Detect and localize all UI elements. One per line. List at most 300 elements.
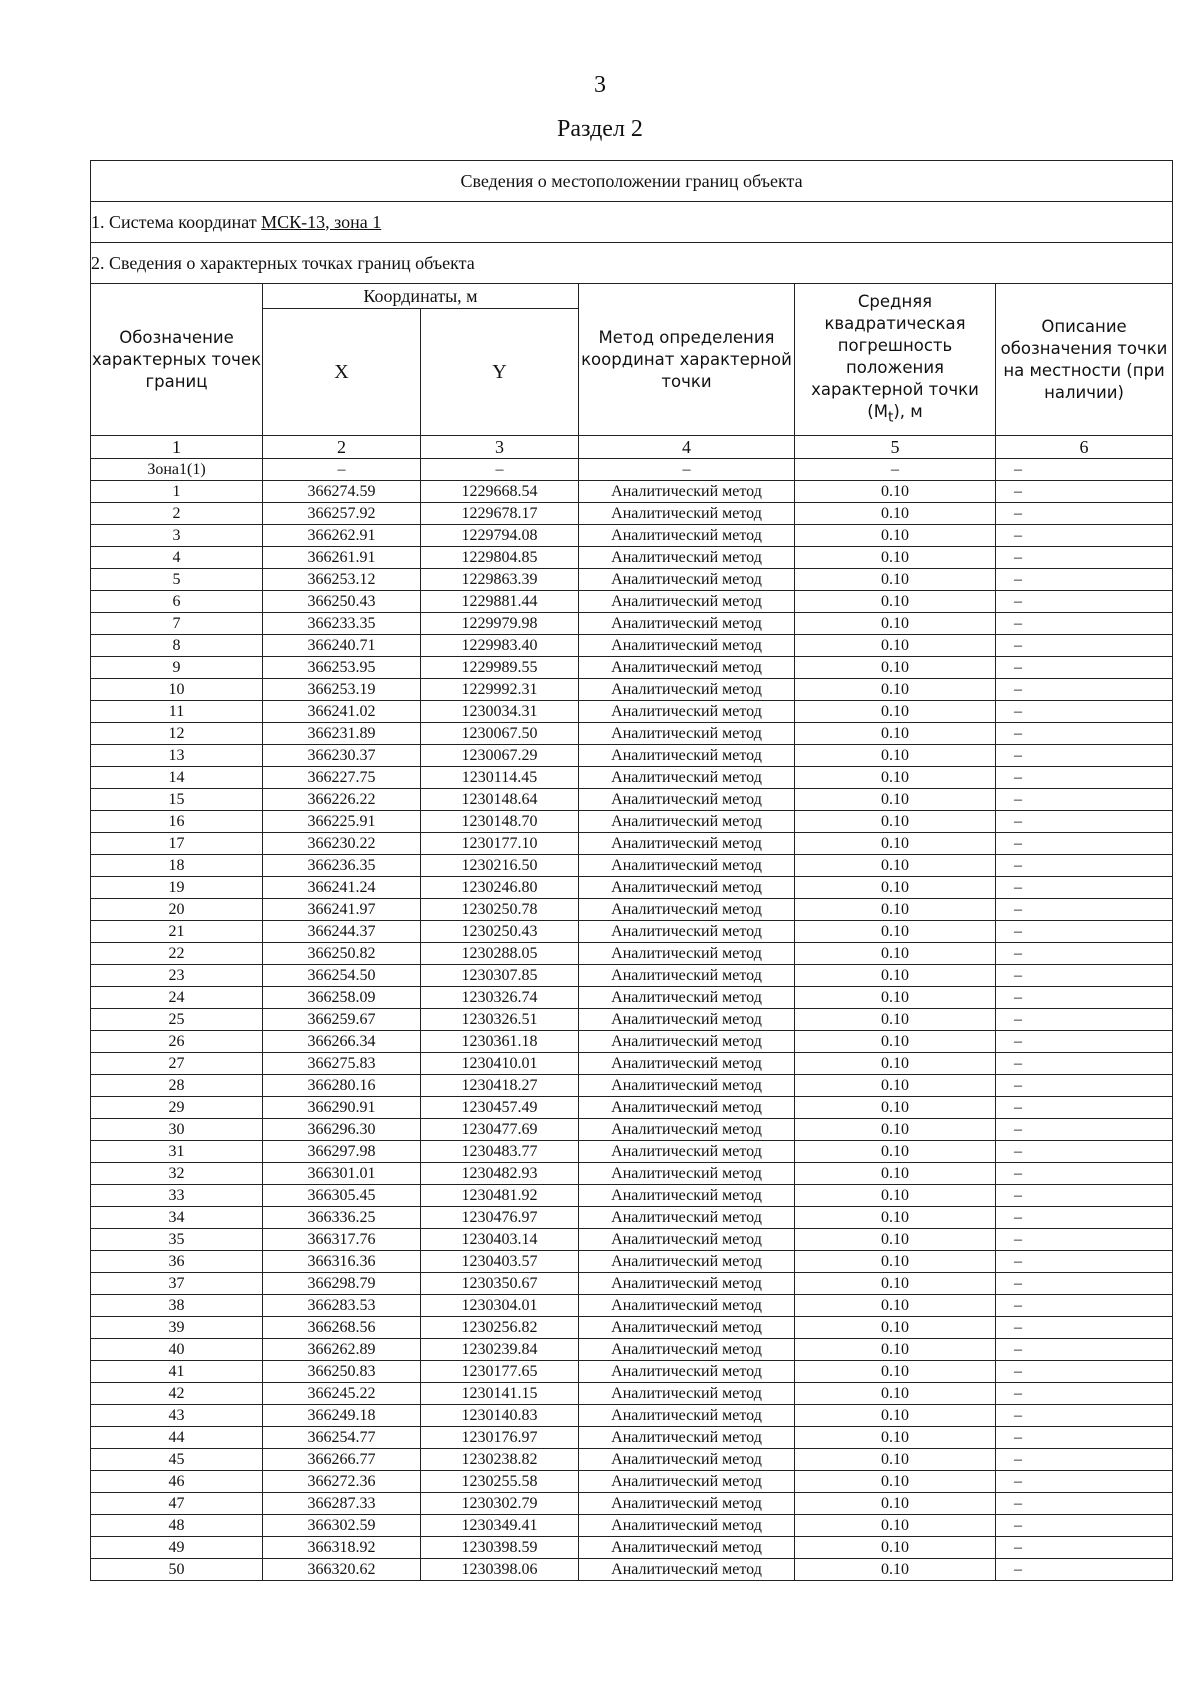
- method-cell: Аналитический метод: [579, 1097, 795, 1119]
- x-coordinate-cell: 366305.45: [263, 1185, 421, 1207]
- error-cell: 0.10: [795, 965, 996, 987]
- table-row: [91, 1031, 1173, 1053]
- x-coordinate-cell: 366253.19: [263, 679, 421, 701]
- table-row: [91, 701, 1173, 723]
- error-cell: 0.10: [795, 1229, 996, 1251]
- point-number-cell: 39: [91, 1317, 263, 1339]
- table-row: [91, 1185, 1173, 1207]
- y-coordinate-cell: 1230239.84: [421, 1339, 579, 1361]
- method-cell: Аналитический метод: [579, 833, 795, 855]
- error-cell: 0.10: [795, 613, 996, 635]
- point-number-cell: 12: [91, 723, 263, 745]
- x-coordinate-cell: 366298.79: [263, 1273, 421, 1295]
- description-cell: –: [996, 1515, 1173, 1537]
- error-cell: 0.10: [795, 789, 996, 811]
- description-cell: –: [996, 1537, 1173, 1559]
- table-row: [91, 1075, 1173, 1097]
- point-number-cell: 15: [91, 789, 263, 811]
- table-row: [91, 1449, 1173, 1471]
- x-coordinate-cell: 366283.53: [263, 1295, 421, 1317]
- x-coordinate-cell: 366290.91: [263, 1097, 421, 1119]
- description-cell: –: [996, 899, 1173, 921]
- description-cell: –: [996, 503, 1173, 525]
- x-coordinate-cell: 366287.33: [263, 1493, 421, 1515]
- x-coordinate-cell: 366250.83: [263, 1361, 421, 1383]
- table-row: [91, 547, 1173, 569]
- point-number-cell: 41: [91, 1361, 263, 1383]
- point-number-cell: 17: [91, 833, 263, 855]
- point-number-cell: 11: [91, 701, 263, 723]
- y-coordinate-cell: 1230141.15: [421, 1383, 579, 1405]
- boundary-points-table: [90, 160, 1173, 1581]
- x-coordinate-cell: 366320.62: [263, 1559, 421, 1581]
- description-cell: –: [996, 965, 1173, 987]
- header-designation: Обозначение характерных точек границ: [91, 284, 263, 436]
- table-row: [91, 679, 1173, 701]
- description-cell: –: [996, 1185, 1173, 1207]
- method-cell: Аналитический метод: [579, 965, 795, 987]
- point-number-cell: 7: [91, 613, 263, 635]
- table-row: [91, 1273, 1173, 1295]
- x-coordinate-cell: 366241.97: [263, 899, 421, 921]
- method-cell: Аналитический метод: [579, 767, 795, 789]
- method-cell: Аналитический метод: [579, 481, 795, 503]
- y-coordinate-cell: 1230177.10: [421, 833, 579, 855]
- method-cell: Аналитический метод: [579, 1405, 795, 1427]
- point-number-cell: 5: [91, 569, 263, 591]
- y-coordinate-cell: 1230477.69: [421, 1119, 579, 1141]
- zone-cell: –: [421, 459, 579, 481]
- x-coordinate-cell: 366272.36: [263, 1471, 421, 1493]
- y-coordinate-cell: 1230398.59: [421, 1537, 579, 1559]
- x-coordinate-cell: 366230.22: [263, 833, 421, 855]
- x-coordinate-cell: 366336.25: [263, 1207, 421, 1229]
- method-cell: Аналитический метод: [579, 723, 795, 745]
- error-cell: 0.10: [795, 1361, 996, 1383]
- method-cell: Аналитический метод: [579, 1163, 795, 1185]
- point-number-cell: 45: [91, 1449, 263, 1471]
- method-cell: Аналитический метод: [579, 1075, 795, 1097]
- column-number: 2: [263, 436, 421, 459]
- y-coordinate-cell: 1230418.27: [421, 1075, 579, 1097]
- description-cell: –: [996, 1427, 1173, 1449]
- point-number-cell: 44: [91, 1427, 263, 1449]
- header-description: Описание обозначения точки на местности (при наличии): [996, 284, 1173, 436]
- error-cell: 0.10: [795, 1295, 996, 1317]
- zone-cell: –: [996, 459, 1173, 481]
- error-cell: 0.10: [795, 723, 996, 745]
- error-cell: 0.10: [795, 1427, 996, 1449]
- method-cell: Аналитический метод: [579, 613, 795, 635]
- point-number-cell: 3: [91, 525, 263, 547]
- y-coordinate-cell: 1229983.40: [421, 635, 579, 657]
- column-number: 3: [421, 436, 579, 459]
- error-cell: 0.10: [795, 525, 996, 547]
- point-number-cell: 2: [91, 503, 263, 525]
- table-row: [91, 635, 1173, 657]
- x-coordinate-cell: 366241.24: [263, 877, 421, 899]
- table-row: [91, 1053, 1173, 1075]
- y-coordinate-cell: 1230307.85: [421, 965, 579, 987]
- y-coordinate-cell: 1230304.01: [421, 1295, 579, 1317]
- header-method: Метод определения координат характерной точки: [579, 284, 795, 436]
- description-cell: –: [996, 1119, 1173, 1141]
- y-coordinate-cell: 1230034.31: [421, 701, 579, 723]
- column-number: 1: [91, 436, 263, 459]
- method-cell: Аналитический метод: [579, 943, 795, 965]
- table-row: [91, 1163, 1173, 1185]
- header-error: [795, 284, 996, 436]
- point-number-cell: 28: [91, 1075, 263, 1097]
- method-cell: Аналитический метод: [579, 1251, 795, 1273]
- y-coordinate-cell: 1230349.41: [421, 1515, 579, 1537]
- method-cell: Аналитический метод: [579, 635, 795, 657]
- point-number-cell: 38: [91, 1295, 263, 1317]
- method-cell: Аналитический метод: [579, 1229, 795, 1251]
- point-number-cell: 34: [91, 1207, 263, 1229]
- y-coordinate-cell: 1229668.54: [421, 481, 579, 503]
- description-cell: –: [996, 1229, 1173, 1251]
- description-cell: –: [996, 1075, 1173, 1097]
- description-cell: –: [996, 1163, 1173, 1185]
- method-cell: Аналитический метод: [579, 1273, 795, 1295]
- table-row: [91, 899, 1173, 921]
- error-cell: 0.10: [795, 1141, 996, 1163]
- table-row: [91, 987, 1173, 1009]
- method-cell: Аналитический метод: [579, 503, 795, 525]
- table-row: [91, 1405, 1173, 1427]
- method-cell: Аналитический метод: [579, 811, 795, 833]
- error-cell: 0.10: [795, 1559, 996, 1581]
- description-cell: –: [996, 525, 1173, 547]
- x-coordinate-cell: 366302.59: [263, 1515, 421, 1537]
- x-coordinate-cell: 366275.83: [263, 1053, 421, 1075]
- method-cell: Аналитический метод: [579, 877, 795, 899]
- table-row: [91, 745, 1173, 767]
- method-cell: Аналитический метод: [579, 855, 795, 877]
- error-cell: 0.10: [795, 1493, 996, 1515]
- description-cell: –: [996, 591, 1173, 613]
- description-cell: –: [996, 1053, 1173, 1075]
- zone-row: [91, 459, 1173, 481]
- zone-cell: –: [263, 459, 421, 481]
- error-cell: 0.10: [795, 679, 996, 701]
- description-cell: –: [996, 855, 1173, 877]
- method-cell: Аналитический метод: [579, 1031, 795, 1053]
- table-row: [91, 613, 1173, 635]
- point-number-cell: 9: [91, 657, 263, 679]
- method-cell: Аналитический метод: [579, 569, 795, 591]
- y-coordinate-cell: 1230398.06: [421, 1559, 579, 1581]
- error-cell: 0.10: [795, 899, 996, 921]
- column-number-row: [91, 436, 1173, 459]
- error-cell: 0.10: [795, 1537, 996, 1559]
- point-number-cell: 1: [91, 481, 263, 503]
- y-coordinate-cell: 1230256.82: [421, 1317, 579, 1339]
- table-row: [91, 591, 1173, 613]
- y-coordinate-cell: 1230288.05: [421, 943, 579, 965]
- y-coordinate-cell: 1230302.79: [421, 1493, 579, 1515]
- point-number-cell: 47: [91, 1493, 263, 1515]
- method-cell: Аналитический метод: [579, 899, 795, 921]
- description-cell: –: [996, 1339, 1173, 1361]
- error-cell: 0.10: [795, 1009, 996, 1031]
- table-row: [91, 569, 1173, 591]
- header-coordinates: Координаты, м: [263, 284, 579, 309]
- table-row: [91, 1537, 1173, 1559]
- y-coordinate-cell: 1230326.51: [421, 1009, 579, 1031]
- table-row: [91, 1295, 1173, 1317]
- method-cell: Аналитический метод: [579, 1537, 795, 1559]
- x-coordinate-cell: 366274.59: [263, 481, 421, 503]
- error-cell: 0.10: [795, 987, 996, 1009]
- x-coordinate-cell: 366296.30: [263, 1119, 421, 1141]
- point-number-cell: 40: [91, 1339, 263, 1361]
- y-coordinate-cell: 1230410.01: [421, 1053, 579, 1075]
- x-coordinate-cell: 366245.22: [263, 1383, 421, 1405]
- y-coordinate-cell: 1230361.18: [421, 1031, 579, 1053]
- description-cell: –: [996, 1493, 1173, 1515]
- table-row: [91, 1207, 1173, 1229]
- table-row: [91, 723, 1173, 745]
- error-cell: 0.10: [795, 503, 996, 525]
- description-cell: –: [996, 943, 1173, 965]
- point-number-cell: 46: [91, 1471, 263, 1493]
- table-row: [91, 1383, 1173, 1405]
- method-cell: Аналитический метод: [579, 1009, 795, 1031]
- error-cell: 0.10: [795, 1163, 996, 1185]
- method-cell: Аналитический метод: [579, 745, 795, 767]
- error-cell: 0.10: [795, 481, 996, 503]
- method-cell: Аналитический метод: [579, 1207, 795, 1229]
- header-error-unit: ), м: [893, 401, 923, 421]
- column-number: 5: [795, 436, 996, 459]
- point-number-cell: 8: [91, 635, 263, 657]
- error-cell: 0.10: [795, 1097, 996, 1119]
- point-number-cell: 29: [91, 1097, 263, 1119]
- table-row: [91, 855, 1173, 877]
- table-row: [91, 1559, 1173, 1581]
- method-cell: Аналитический метод: [579, 1185, 795, 1207]
- zone-cell: –: [795, 459, 996, 481]
- point-number-cell: 19: [91, 877, 263, 899]
- column-number: 4: [579, 436, 795, 459]
- y-coordinate-cell: 1229794.08: [421, 525, 579, 547]
- description-cell: –: [996, 679, 1173, 701]
- description-cell: –: [996, 745, 1173, 767]
- x-coordinate-cell: 366254.77: [263, 1427, 421, 1449]
- table-row: [91, 657, 1173, 679]
- point-number-cell: 36: [91, 1251, 263, 1273]
- method-cell: Аналитический метод: [579, 1339, 795, 1361]
- error-cell: 0.10: [795, 1031, 996, 1053]
- y-coordinate-cell: 1230483.77: [421, 1141, 579, 1163]
- error-cell: 0.10: [795, 877, 996, 899]
- point-number-cell: 21: [91, 921, 263, 943]
- error-cell: 0.10: [795, 1273, 996, 1295]
- y-coordinate-cell: 1230176.97: [421, 1427, 579, 1449]
- error-cell: 0.10: [795, 547, 996, 569]
- y-coordinate-cell: 1230177.65: [421, 1361, 579, 1383]
- y-coordinate-cell: 1230350.67: [421, 1273, 579, 1295]
- x-coordinate-cell: 366231.89: [263, 723, 421, 745]
- x-coordinate-cell: 366233.35: [263, 613, 421, 635]
- method-cell: Аналитический метод: [579, 1295, 795, 1317]
- method-cell: Аналитический метод: [579, 921, 795, 943]
- table-row: [91, 1493, 1173, 1515]
- description-cell: –: [996, 723, 1173, 745]
- x-coordinate-cell: 366261.91: [263, 547, 421, 569]
- y-coordinate-cell: 1230140.83: [421, 1405, 579, 1427]
- point-number-cell: 35: [91, 1229, 263, 1251]
- y-coordinate-cell: 1230148.64: [421, 789, 579, 811]
- method-cell: Аналитический метод: [579, 1493, 795, 1515]
- x-coordinate-cell: 366225.91: [263, 811, 421, 833]
- table-row: [91, 525, 1173, 547]
- table-row: [91, 789, 1173, 811]
- section-title: Раздел 2: [557, 116, 643, 142]
- error-cell: 0.10: [795, 1317, 996, 1339]
- y-coordinate-cell: 1230326.74: [421, 987, 579, 1009]
- point-number-cell: 49: [91, 1537, 263, 1559]
- error-cell: 0.10: [795, 701, 996, 723]
- error-cell: 0.10: [795, 1405, 996, 1427]
- table-row: [91, 1229, 1173, 1251]
- point-number-cell: 23: [91, 965, 263, 987]
- description-cell: –: [996, 811, 1173, 833]
- description-cell: –: [996, 877, 1173, 899]
- error-cell: 0.10: [795, 657, 996, 679]
- table-row: [91, 965, 1173, 987]
- point-number-cell: 10: [91, 679, 263, 701]
- y-coordinate-cell: 1229863.39: [421, 569, 579, 591]
- method-cell: Аналитический метод: [579, 591, 795, 613]
- y-coordinate-cell: 1230457.49: [421, 1097, 579, 1119]
- y-coordinate-cell: 1229979.98: [421, 613, 579, 635]
- method-cell: Аналитический метод: [579, 1515, 795, 1537]
- description-cell: –: [996, 635, 1173, 657]
- point-number-cell: 50: [91, 1559, 263, 1581]
- x-coordinate-cell: 366240.71: [263, 635, 421, 657]
- description-cell: –: [996, 1361, 1173, 1383]
- description-cell: –: [996, 767, 1173, 789]
- table-row: [91, 1119, 1173, 1141]
- table-row: [91, 1361, 1173, 1383]
- error-cell: 0.10: [795, 1471, 996, 1493]
- description-cell: –: [996, 701, 1173, 723]
- header-error-subscript: t: [887, 409, 894, 426]
- description-cell: –: [996, 1009, 1173, 1031]
- table-row: [91, 1515, 1173, 1537]
- x-coordinate-cell: 366257.92: [263, 503, 421, 525]
- method-cell: Аналитический метод: [579, 1559, 795, 1581]
- method-cell: Аналитический метод: [579, 1383, 795, 1405]
- description-cell: –: [996, 547, 1173, 569]
- coordinate-system-row: [91, 202, 1173, 243]
- point-number-cell: 42: [91, 1383, 263, 1405]
- error-cell: 0.10: [795, 1207, 996, 1229]
- y-coordinate-cell: 1230255.58: [421, 1471, 579, 1493]
- error-cell: 0.10: [795, 1449, 996, 1471]
- error-cell: 0.10: [795, 635, 996, 657]
- y-coordinate-cell: 1230067.29: [421, 745, 579, 767]
- point-number-cell: 20: [91, 899, 263, 921]
- y-coordinate-cell: 1229989.55: [421, 657, 579, 679]
- table-row: [91, 767, 1173, 789]
- table-row: [91, 943, 1173, 965]
- point-number-cell: 43: [91, 1405, 263, 1427]
- x-coordinate-cell: 366241.02: [263, 701, 421, 723]
- y-coordinate-cell: 1230114.45: [421, 767, 579, 789]
- point-number-cell: 30: [91, 1119, 263, 1141]
- table-row: [91, 503, 1173, 525]
- table-row: [91, 1427, 1173, 1449]
- y-coordinate-cell: 1230481.92: [421, 1185, 579, 1207]
- y-coordinate-cell: 1230238.82: [421, 1449, 579, 1471]
- error-cell: 0.10: [795, 591, 996, 613]
- error-cell: 0.10: [795, 811, 996, 833]
- x-coordinate-cell: 366253.12: [263, 569, 421, 591]
- description-cell: –: [996, 987, 1173, 1009]
- coordinate-system-value: МСК-13, зона 1: [261, 211, 382, 232]
- x-coordinate-cell: 366230.37: [263, 745, 421, 767]
- error-cell: 0.10: [795, 833, 996, 855]
- y-coordinate-cell: 1229992.31: [421, 679, 579, 701]
- description-cell: –: [996, 1031, 1173, 1053]
- y-coordinate-cell: 1229881.44: [421, 591, 579, 613]
- description-cell: –: [996, 1559, 1173, 1581]
- description-cell: –: [996, 1405, 1173, 1427]
- description-cell: –: [996, 613, 1173, 635]
- method-cell: Аналитический метод: [579, 1427, 795, 1449]
- y-coordinate-cell: 1230482.93: [421, 1163, 579, 1185]
- error-cell: 0.10: [795, 1383, 996, 1405]
- point-number-cell: 27: [91, 1053, 263, 1075]
- y-coordinate-cell: 1229804.85: [421, 547, 579, 569]
- x-coordinate-cell: 366236.35: [263, 855, 421, 877]
- x-coordinate-cell: 366266.77: [263, 1449, 421, 1471]
- error-cell: 0.10: [795, 921, 996, 943]
- description-cell: –: [996, 1295, 1173, 1317]
- x-coordinate-cell: 366266.34: [263, 1031, 421, 1053]
- error-cell: 0.10: [795, 1053, 996, 1075]
- table-row: [91, 481, 1173, 503]
- point-number-cell: 31: [91, 1141, 263, 1163]
- y-coordinate-cell: 1230148.70: [421, 811, 579, 833]
- x-coordinate-cell: 366316.36: [263, 1251, 421, 1273]
- table-row: [91, 1251, 1173, 1273]
- x-coordinate-cell: 366253.95: [263, 657, 421, 679]
- description-cell: –: [996, 1251, 1173, 1273]
- x-coordinate-cell: 366318.92: [263, 1537, 421, 1559]
- point-number-cell: 16: [91, 811, 263, 833]
- method-cell: Аналитический метод: [579, 679, 795, 701]
- point-number-cell: 4: [91, 547, 263, 569]
- method-cell: Аналитический метод: [579, 987, 795, 1009]
- header-error-text: Средняя квадратическая погрешность положения характерной точки (M: [811, 291, 979, 421]
- description-cell: –: [996, 657, 1173, 679]
- method-cell: Аналитический метод: [579, 1471, 795, 1493]
- method-cell: Аналитический метод: [579, 1361, 795, 1383]
- x-coordinate-cell: 366226.22: [263, 789, 421, 811]
- coordinate-system-label: 1. Система координат: [91, 211, 262, 232]
- page-number: 3: [594, 72, 606, 98]
- error-cell: 0.10: [795, 1185, 996, 1207]
- y-coordinate-cell: 1230250.78: [421, 899, 579, 921]
- description-cell: –: [996, 1383, 1173, 1405]
- header-x: X: [263, 309, 421, 436]
- description-cell: –: [996, 1207, 1173, 1229]
